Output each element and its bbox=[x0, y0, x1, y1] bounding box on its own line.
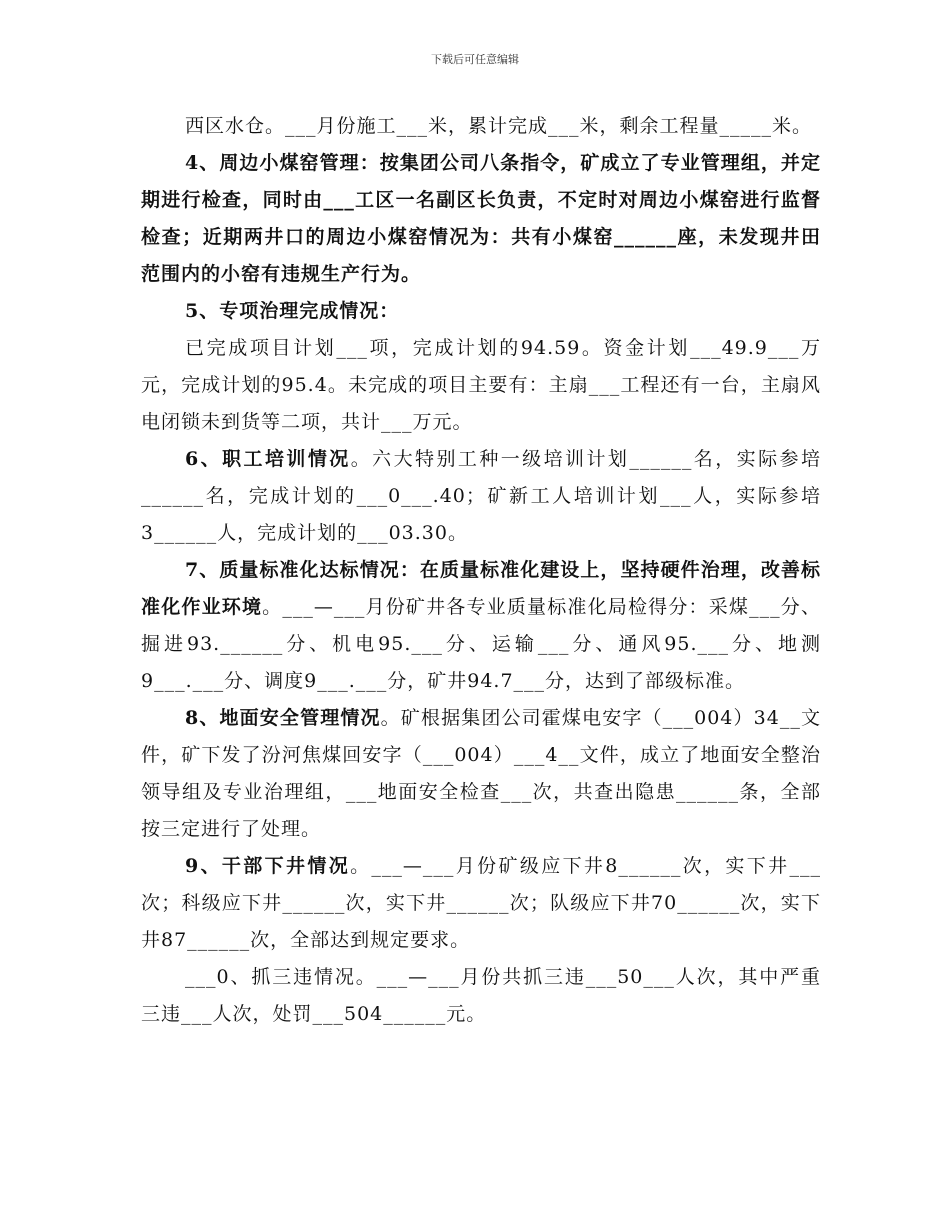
paragraph-lead: 5、专项治理完成情况： bbox=[185, 300, 400, 322]
document-body bbox=[141, 108, 821, 1033]
paragraph-cadre-underground-visits bbox=[141, 848, 821, 959]
paragraph-lead: 6、职工培训情况 bbox=[185, 448, 351, 470]
paragraph-text: 西区水仓。___月份施工___米，累计完成___米，剩余工程量_____米。 bbox=[185, 115, 813, 137]
paragraph-text: ___0、抓三违情况。___—___月份共抓三违___50___人次，其中严重三违___人次，处罚___504______元。 bbox=[141, 966, 821, 1025]
paragraph-staff-training bbox=[141, 441, 821, 552]
paragraph-text: 。___—___月份矿级应下井8______次，实下井___次；科级应下井______次，实下井______次；队级应下井70______次，实下井87______次，全部达到规定要求。 bbox=[141, 855, 821, 951]
paragraph-lead: 7、质量标准化达标情况：在质量标准化建设上，坚持硬件治理，改善标准化作业环境 bbox=[141, 559, 821, 618]
paragraph-lead: 8、地面安全管理情况 bbox=[185, 707, 381, 729]
paragraph-text: 。矿根据集团公司霍煤电安字（___004）34__文件，矿下发了汾河焦煤回安字（___004）___4__文件，成立了地面安全整治领导组及专业治理组，___地面安全检查___次，共查出隐患______条，全部按三定进行了处理。 bbox=[141, 707, 821, 840]
paragraph-special-governance-details bbox=[141, 330, 821, 441]
paragraph-quality-standardization bbox=[141, 552, 821, 700]
page-header: 下载后可任意编辑 bbox=[431, 53, 519, 66]
paragraph-west-water-sump bbox=[141, 108, 821, 145]
paragraph-small-coal-mine-management bbox=[141, 145, 821, 293]
paragraph-ground-safety-management bbox=[141, 700, 821, 848]
paragraph-text: 。六大特别工种一级培训计划______名，实际参培______名，完成计划的___0___.40；矿新工人培训计划___人，实际参培3______人，完成计划的___03.30。 bbox=[141, 448, 821, 544]
paragraph-text: 。___—___月份矿井各专业质量标准化局检得分：采煤___分、掘进93.______分、机电95.___分、运输___分、通风95.___分、地测9___.___分、调度9___.___分，矿井94.7___分，达到了部级标准。 bbox=[141, 596, 821, 692]
paragraph-text: 已完成项目计划___项，完成计划的94.59。资金计划___49.9___万元，完成计划的95.4。未完成的项目主要有：主扇___工程还有一台，主扇风电闭锁未到货等二项，共计___万元。 bbox=[141, 337, 821, 433]
paragraph-special-governance-heading bbox=[141, 293, 821, 330]
paragraph-lead: 4、周边小煤窑管理：按集团公司八条指令，矿成立了专业管理组，并定期进行检查，同时由___工区一名副区长负责，不定时对周边小煤窑进行监督检查；近期两井口的周边小煤窑情况为：共有小煤窑______座，未发现井田范围内的小窑有违规生产行为。 bbox=[141, 152, 821, 285]
paragraph-three-violations bbox=[141, 959, 821, 1033]
paragraph-lead: 9、干部下井情况 bbox=[185, 855, 351, 877]
